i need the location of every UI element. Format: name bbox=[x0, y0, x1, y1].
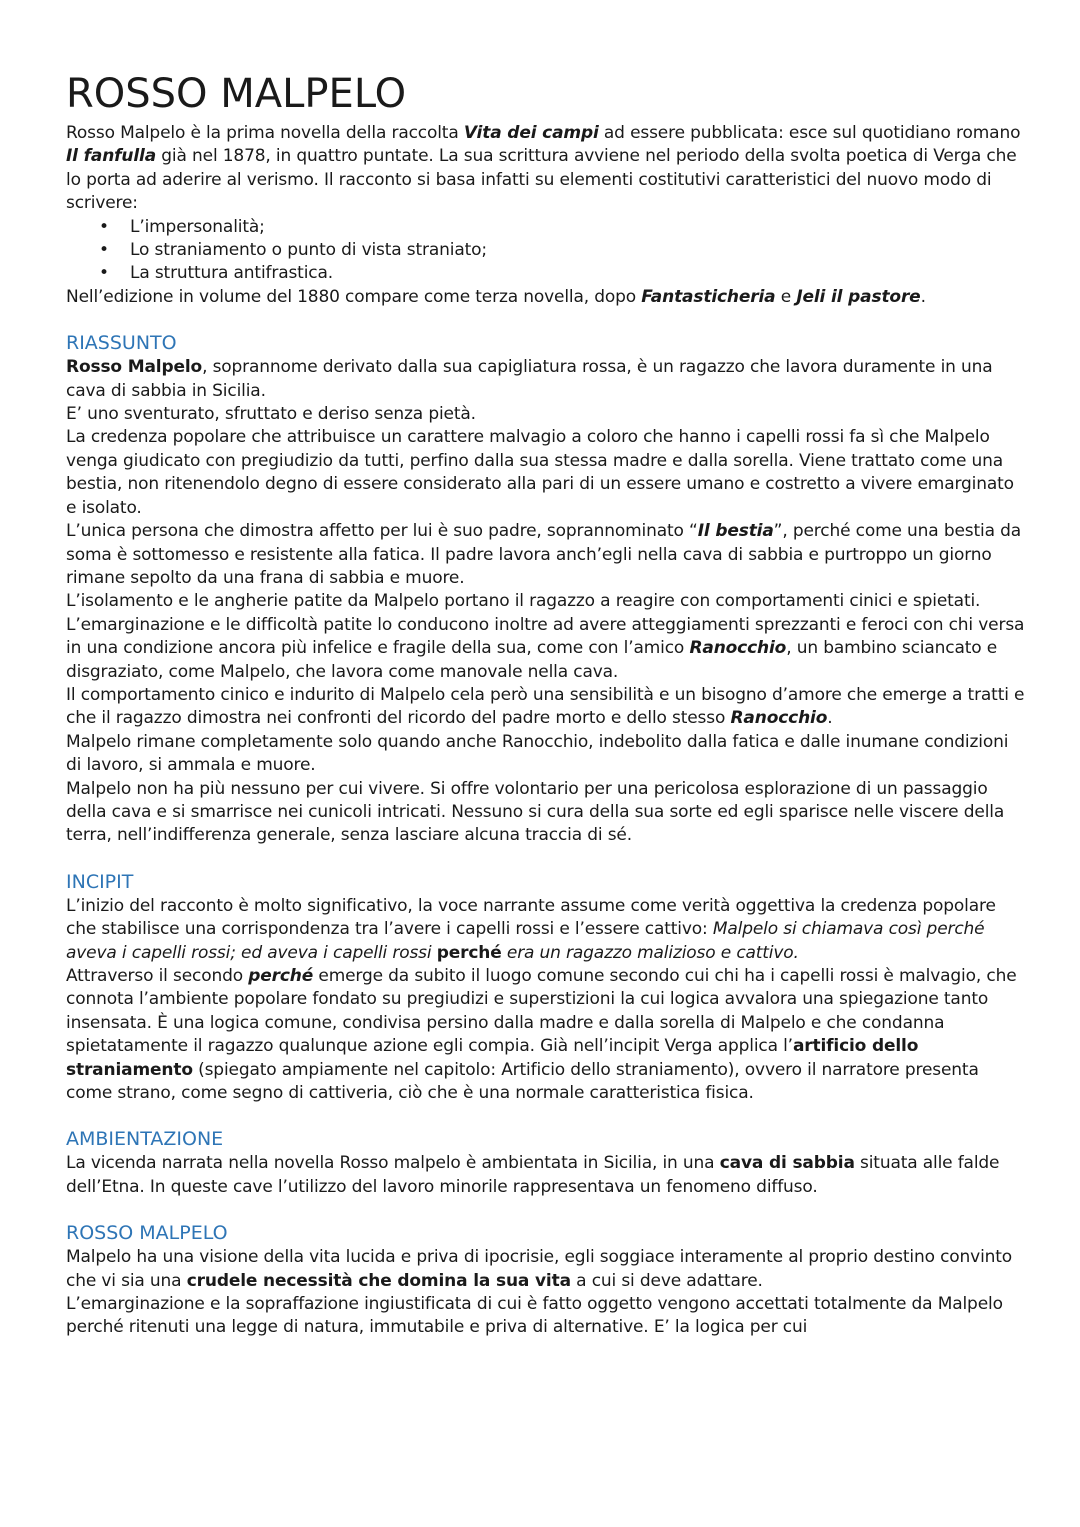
text-run: Malpelo non ha più nessuno per cui vivere. Si offre volontario per una pericolosa esplorazione di un passaggio della cava e si smarrisce nei cunicoli intricati. Nessuno si cura della sua sorte ed egli sparisce nelle viscere della terra, nell’indifferenza generale, senza lasciare alcuna traccia di sé. bbox=[66, 778, 1005, 846]
section-paragraph bbox=[66, 1246, 1026, 1293]
section-paragraph bbox=[66, 731, 1026, 778]
emphasized-text: perché bbox=[248, 966, 314, 986]
text-run: Attraverso il secondo bbox=[66, 966, 249, 986]
section-incipit bbox=[66, 870, 1026, 1106]
sections-container bbox=[66, 331, 1026, 1340]
section-ambientazione bbox=[66, 1127, 1026, 1199]
section-paragraph bbox=[66, 520, 1026, 590]
section-rosso-malpelo bbox=[66, 1221, 1026, 1340]
text-run: Rosso Malpelo è la prima novella della raccolta bbox=[66, 123, 464, 143]
text-run: E’ uno sventurato, sfruttato e deriso senza pietà. bbox=[66, 404, 476, 425]
intro-section bbox=[66, 122, 1026, 309]
intro-paragraph bbox=[66, 122, 1026, 216]
section-paragraph bbox=[66, 590, 1026, 684]
text-run: Malpelo ha una visione della vita lucida e priva di ipocrisie, egli soggiace interamente al proprio destino convinto che vi sia una bbox=[66, 1247, 1013, 1291]
section-riassunto bbox=[66, 331, 1026, 848]
text-run: . bbox=[827, 708, 833, 729]
emphasized-text: Jeli il pastore bbox=[796, 286, 921, 307]
text-run: situata alle falde dell’Etna. In queste cave l’utilizzo del lavoro minorile rappresentava un fenomeno diffuso. bbox=[66, 1153, 1000, 1197]
section-heading: INCIPIT bbox=[66, 870, 134, 893]
section-paragraph bbox=[66, 356, 1026, 403]
text-run: Malpelo rimane completamente solo quando anche Ranocchio, indebolito dalla fatica e dalle inumane condizioni di lavoro, si ammala e muore. bbox=[66, 731, 1009, 776]
text-run: L’isolamento e le angherie patite da Malpelo portano il ragazzo a reagire con comportamenti cinici e spietati. L’emarginazione e le difficoltà patite lo conducono inoltre ad avere atteggiamenti sprezzanti e feroci con chi versa in una condizione ancora più infelice e fragile della sua, come con l’amico bbox=[66, 591, 1025, 659]
section-paragraph bbox=[66, 426, 1026, 520]
text-run: a cui si deve adattare. bbox=[570, 1270, 763, 1291]
section-paragraph bbox=[66, 403, 1026, 426]
document-page bbox=[66, 68, 1026, 1340]
text-run: L’inizio del racconto è molto significativo, la voce narrante assume come verità oggettiva la credenza popolare che stabilisce una corrispondenza tra l’avere i capelli rossi e l’essere cattivo: bbox=[66, 895, 996, 940]
text-run: , un bambino sciancato e disgraziato, come Malpelo, che lavora come manovale nella cava. bbox=[66, 638, 998, 682]
text-run: già nel 1878, in quattro puntate. La sua scrittura avviene nel periodo della svolta poetica di Verga che lo porta ad aderire al verismo. Il racconto si basa infatti su elementi costitutivi caratteristici del nuovo modo di scrivere: bbox=[66, 146, 1017, 214]
section-heading: RIASSUNTO bbox=[66, 332, 177, 355]
section-paragraph bbox=[66, 965, 1026, 1105]
section-paragraph bbox=[66, 1293, 1026, 1340]
section-paragraph bbox=[66, 684, 1026, 731]
text-run: La credenza popolare che attribuisce un carattere malvagio a coloro che hanno i capelli rossi fa sì che Malpelo venga giudicato con pregiudizio da tutti, perfino dalla sua stessa madre e dalla sorella. Viene trattato come una bestia, non ritenendolo degno di essere considerato alla pari di un essere umano e costretto a vivere emarginato e isolato. bbox=[66, 427, 1014, 518]
emphasized-text: Vita dei campi bbox=[463, 123, 599, 143]
text-run: , soprannome derivato dalla sua capigliatura rossa, è un ragazzo che lavora duramente in una cava di sabbia in Sicilia. bbox=[66, 357, 993, 401]
text-run: e bbox=[775, 286, 797, 307]
document-title: ROSSO MALPELO bbox=[66, 71, 407, 117]
text-run: L’unica persona che dimostra affetto per lui è suo padre, soprannominato “ bbox=[66, 521, 698, 542]
emphasized-text: Ranocchio bbox=[689, 638, 787, 659]
text-run: (spiegato ampiamente nel capitolo: Artificio dello straniamento), ovvero il narratore presenta come strano, come segno di cattiveria, ciò che è una normale caratteristica fisica. bbox=[66, 1059, 979, 1104]
emphasized-text: Fantasticheria bbox=[641, 286, 776, 307]
emphasized-text: era un ragazzo malizioso e cattivo. bbox=[501, 942, 799, 963]
emphasized-text: crudele necessità che domina la sua vita bbox=[186, 1270, 571, 1291]
text-run: Nell’edizione in volume del 1880 compare come terza novella, dopo bbox=[66, 286, 642, 307]
emphasized-text: Ranocchio bbox=[730, 708, 828, 729]
text-run: L’emarginazione e la sopraffazione ingiustificata di cui è fatto oggetto vengono accettati totalmente da Malpelo perché ritenuti una legge di natura, immutabile e priva di alternative. E’ la logica per cui bbox=[66, 1294, 1003, 1338]
text-run: Il comportamento cinico e indurito di Malpelo cela però una sensibilità e un bisogno d’amore che emerge a tratti e che il ragazzo dimostra nei confronti del ricordo del padre morto e dello stesso bbox=[66, 684, 1025, 729]
text-run: emerge da subito il luogo comune secondo cui chi ha i capelli rossi è malvagio, che connota l’ambiente popolare fondato su pregiudizi e superstizioni la cui logica avvalora una spiegazione tanto insensata. È una logica comune, condivisa persino dalla madre e dalla sorella di Malpelo e che condanna spietatamente il ragazzo qualunque azione egli compia. Già nell’incipit Verga applica l’ bbox=[66, 966, 1017, 1057]
section-paragraph bbox=[66, 895, 1026, 965]
emphasized-text: Il bestia bbox=[697, 521, 774, 542]
section-heading: AMBIENTAZIONE bbox=[66, 1128, 224, 1151]
emphasized-text: Malpelo si chiamava così perché aveva i capelli rossi; ed aveva i capelli rossi bbox=[66, 919, 985, 963]
text-run: La vicenda narrata nella novella Rosso malpelo è ambientata in Sicilia, in una bbox=[66, 1153, 720, 1174]
emphasized-text: Rosso Malpelo bbox=[66, 357, 203, 378]
text-run: . bbox=[920, 286, 926, 307]
text-run: ad essere pubblicata: esce sul quotidiano romano bbox=[598, 123, 1021, 143]
text-run: ”, perché come una bestia da soma è sottomesso e resistente alla fatica. Il padre lavora anch’egli nella cava di sabbia e purtroppo un giorno rimane sepolto da una frana di sabbia e muore. bbox=[66, 521, 1022, 588]
feature-list bbox=[66, 216, 1026, 286]
emphasized-text: perché bbox=[436, 942, 502, 963]
section-paragraph bbox=[66, 778, 1026, 848]
feature-list-item: • Lo straniamento o punto di vista straniato; bbox=[130, 239, 1026, 262]
section-paragraph bbox=[66, 1152, 1026, 1199]
emphasized-text: Il fanfulla bbox=[66, 146, 157, 167]
feature-list-item: • La struttura antifrastica. bbox=[130, 262, 1026, 285]
emphasized-text: artificio dello straniamento bbox=[66, 1036, 919, 1080]
emphasized-text: cava di sabbia bbox=[719, 1153, 855, 1174]
edition-paragraph bbox=[66, 286, 1026, 309]
section-heading: ROSSO MALPELO bbox=[66, 1222, 228, 1245]
feature-list-item: • L’impersonalità; bbox=[130, 216, 1026, 239]
